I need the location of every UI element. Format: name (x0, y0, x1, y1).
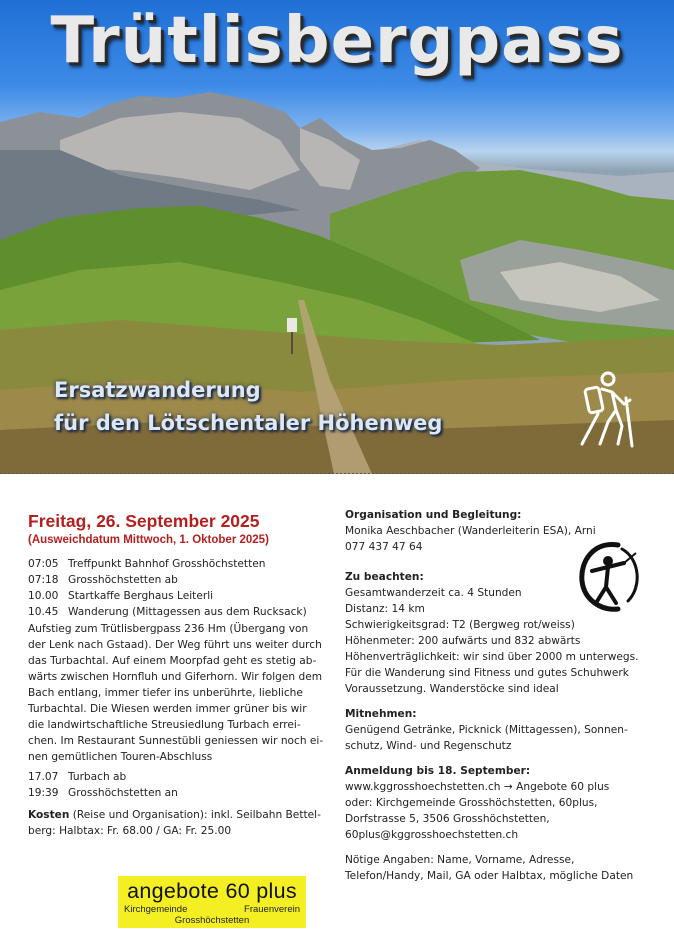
schedule-time: 17.07 (28, 771, 59, 783)
registration-line: Dorfstrasse 5, 3506 Grosshöchstetten, (345, 813, 550, 825)
event-date: Freitag, 26. September 2025 (28, 511, 260, 531)
cost-line-2: berg: Halbtax: Fr. 68.00 / GA: Fr. 25.00 (28, 825, 232, 837)
hero-subtitle (54, 374, 442, 440)
description-line: wärts zwischen Hornfluh und Giferhorn. Wir folgen dem (28, 671, 323, 683)
schedule-time: 07:18 (28, 574, 59, 586)
logo-main-text: angebote 60 plus (127, 879, 297, 903)
description-line: Aufstieg zum Trütlisbergpass 236 Hm (Übergang von (28, 623, 309, 635)
schedule-row (28, 769, 328, 785)
alternate-date: (Ausweichdatum Mittwoch, 1. Oktober 2025) (28, 534, 269, 546)
note-line: Für die Wanderung sind Fitness und gutes Schuhwerk (345, 667, 629, 679)
schedule-text: Grosshöchstetten ab (68, 574, 178, 586)
description-line: chen. Im Restaurant Sunnestübli geniessen wir noch ei- (28, 735, 324, 747)
registration-line: oder: Kirchgemeinde Grosshöchstetten, 60plus, (345, 797, 598, 809)
description-line: Turbachtal. Die Wiesen werden immer grüner bis wir (28, 703, 307, 715)
schedule-text: Turbach ab (68, 771, 127, 783)
subtitle-line-2: für den Lötschentaler Höhenweg (54, 411, 443, 435)
hiker-icon (578, 370, 636, 448)
schedule-text: Treffpunkt Bahnhof Grosshöchstetten (68, 558, 266, 570)
org-phone: 077 437 47 64 (345, 541, 423, 553)
schedule-text: Wanderung (Mittagessen aus dem Rucksack) (68, 606, 307, 618)
description-line: Bach entlang, immer tiefer ins unberührte, liebliche (28, 687, 303, 699)
section-heading: Zu beachten: (345, 571, 424, 583)
required-info-section (345, 852, 665, 884)
bring-line: schutz, Wind- und Regenschutz (345, 740, 512, 752)
registration-link[interactable]: www.kggrosshoechstetten.ch → Angebote 60 plus (345, 781, 610, 793)
schedule-row (28, 572, 328, 588)
description-line: das Turbachtal. Auf einem Moorpfad geht es stetig ab- (28, 655, 317, 667)
info-line: Telefon/Handy, Mail, GA oder Halbtax, mögliche Daten (345, 870, 634, 882)
schedule-time: 10.00 (28, 590, 59, 602)
info-line: Nötige Angaben: Name, Vorname, Adresse, (345, 854, 575, 866)
cost-detail: (Reise und Organisation): inkl. Seilbahn Bettel- (69, 809, 321, 821)
route-description (28, 621, 328, 765)
note-line: Voraussetzung. Wanderstöcke sind ideal (345, 683, 559, 695)
section-heading: Organisation und Begleitung: (345, 509, 522, 521)
schedule-time: 07:05 (28, 558, 59, 570)
schedule-morning (28, 556, 328, 620)
note-line: Höhenmeter: 200 aufwärts und 832 abwärts (345, 635, 581, 647)
cost-info (28, 807, 328, 839)
schedule-row (28, 588, 328, 604)
note-line: Distanz: 14 km (345, 603, 425, 615)
note-line: Schwierigkeitsgrad: T2 (Bergweg rot/weiss) (345, 619, 575, 631)
registration-section (345, 763, 665, 843)
org-line: Monika Aeschbacher (Wanderleiterin ESA), Arni (345, 525, 596, 537)
schedule-row (28, 785, 328, 801)
flyer-content (0, 474, 674, 938)
cost-label: Kosten (28, 809, 70, 821)
description-line: nen gemütlichen Touren-Abschluss (28, 751, 213, 763)
logo-grosshoechstetten: Grosshöchstetten (174, 915, 250, 926)
schedule-time: 10.45 (28, 606, 59, 618)
description-line: der Lenk nach Gstaad). Der Weg führt uns weiter durch (28, 639, 322, 651)
registration-email[interactable]: 60plus@kggrosshoechstetten.ch (345, 829, 519, 841)
schedule-evening (28, 769, 328, 801)
schedule-text: Startkaffe Berghaus Leiterli (68, 590, 214, 602)
logo-kirchgemeinde: Kirchgemeinde (124, 904, 188, 915)
church-archer-logo (578, 541, 644, 613)
cost-line-1 (28, 807, 328, 823)
left-column (28, 510, 328, 839)
angebote-60-plus-logo (118, 876, 306, 928)
bring-line: Genügend Getränke, Picknick (Mittagessen), Sonnen- (345, 724, 628, 736)
section-heading: Anmeldung bis 18. September: (345, 765, 531, 777)
bring-section (345, 706, 665, 754)
note-line: Höhenverträglichkeit: wir sind über 2000 m unterwegs. (345, 651, 639, 663)
section-heading: Mitnehmen: (345, 708, 417, 720)
subtitle-line-1: Ersatzwanderung (54, 378, 261, 402)
logo-frauenverein: Frauenverein (244, 904, 300, 915)
note-line: Gesamtwanderzeit ca. 4 Stunden (345, 587, 522, 599)
page-title: Trütlisbergpass (50, 4, 624, 78)
schedule-row (28, 604, 328, 620)
schedule-row (28, 556, 328, 572)
schedule-text: Grosshöchstetten an (68, 787, 178, 799)
schedule-time: 19:39 (28, 787, 59, 799)
description-line: die landwirtschaftliche Streusiedlung Turbach errei- (28, 719, 301, 731)
